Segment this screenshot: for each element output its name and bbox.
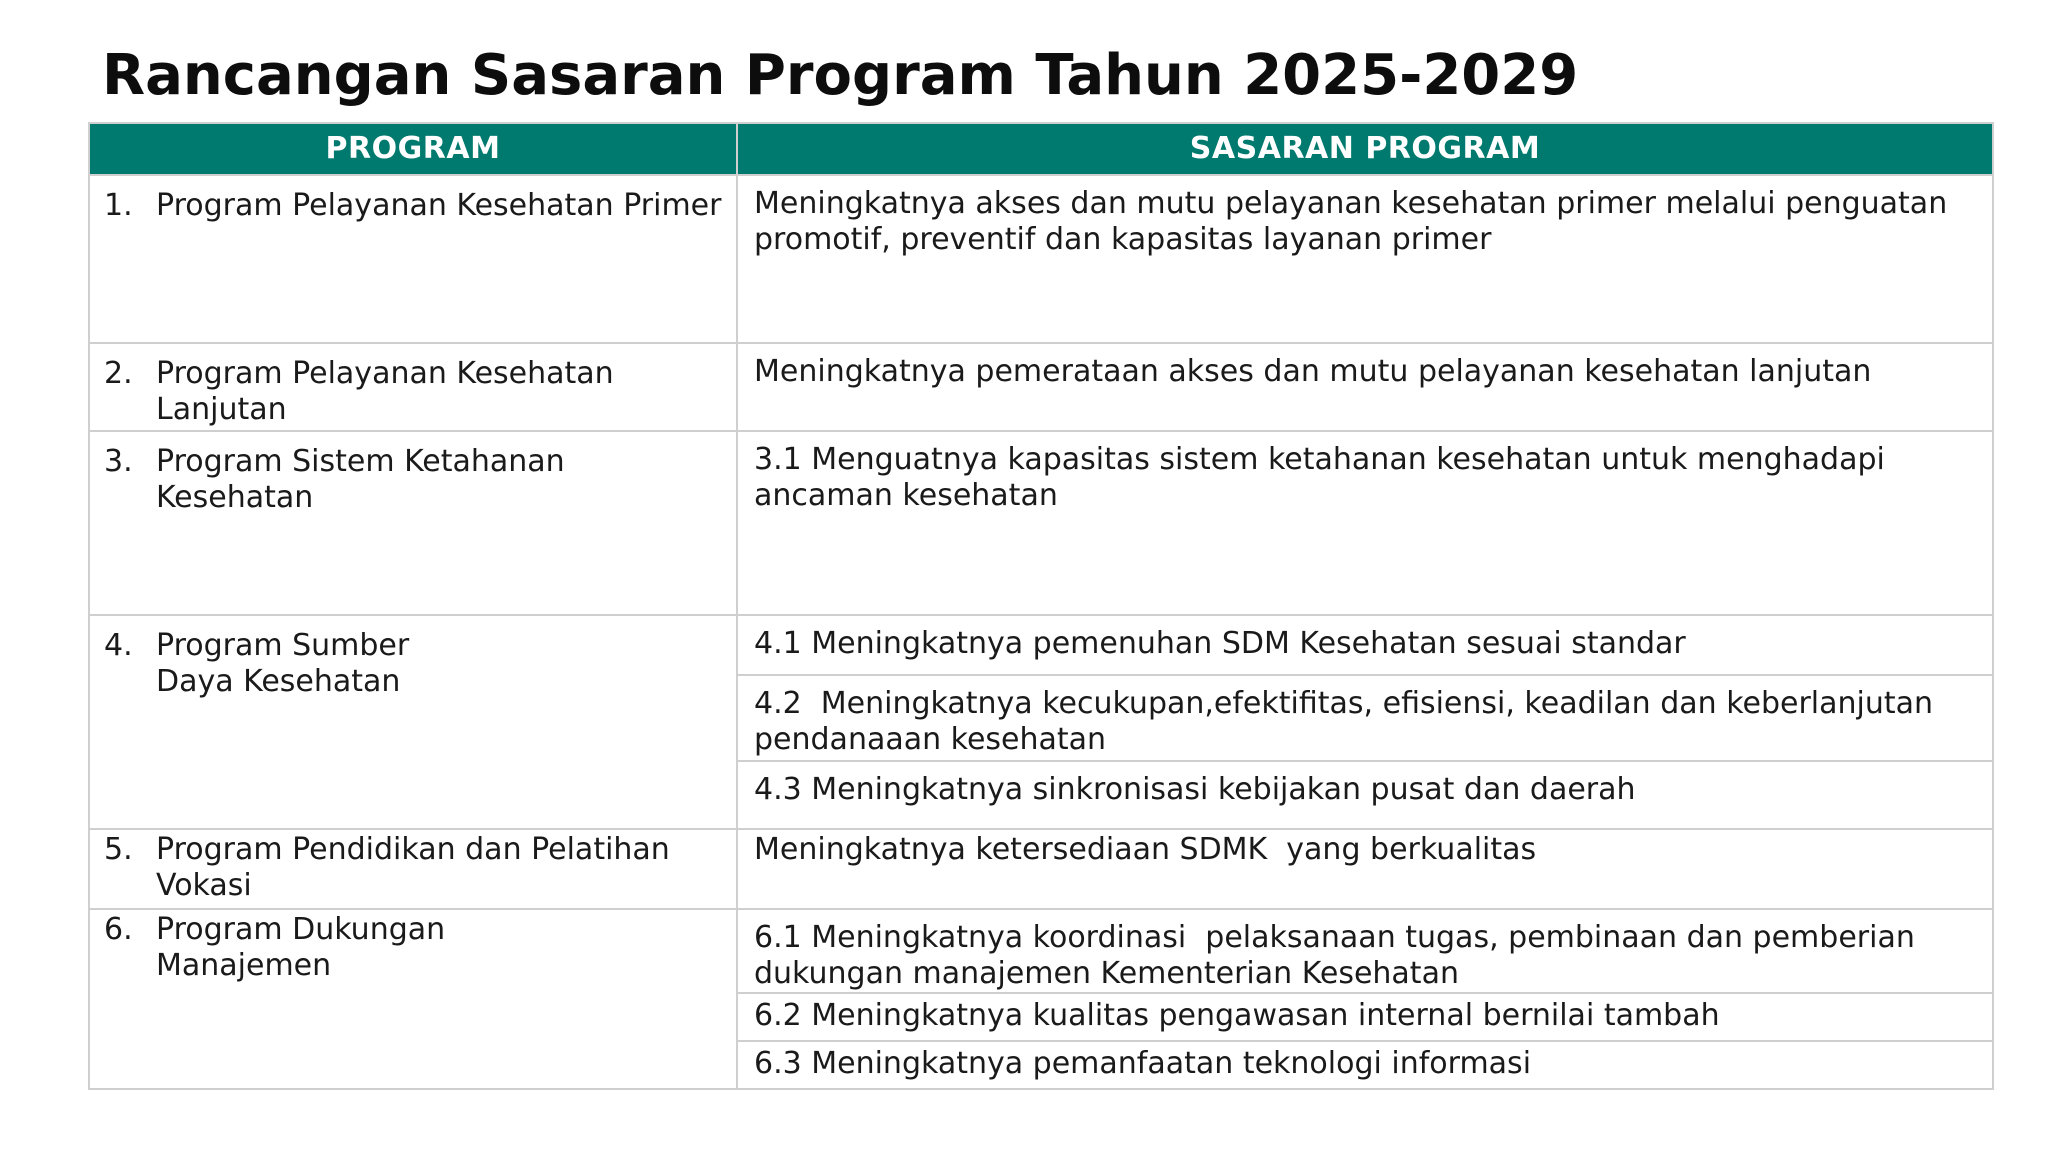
sasaran-cell: 4.2 Meningkatnya kecukupan,efektifitas, efisiensi, keadilan dan keberlanjutan pendanaaan kesehatan	[737, 675, 1993, 761]
table-row	[89, 909, 1993, 993]
program-number: 6.	[104, 912, 133, 947]
table-row	[89, 175, 1993, 343]
program-label: Program Pelayanan Kesehatan Primer	[156, 188, 722, 223]
program-cell	[89, 909, 737, 1089]
table-row	[89, 343, 1993, 431]
table-row	[89, 615, 1993, 675]
table-row	[89, 431, 1993, 615]
program-cell	[89, 343, 737, 431]
program-number: 3.	[104, 444, 133, 479]
program-cell	[89, 175, 737, 343]
program-cell	[89, 829, 737, 909]
header-program: PROGRAM	[89, 123, 737, 175]
sasaran-cell: 6.1 Meningkatnya koordinasi pelaksanaan tugas, pembinaan dan pemberian dukungan manajemen Kementerian Kesehatan	[737, 909, 1993, 993]
sasaran-cell: 6.2 Meningkatnya kualitas pengawasan internal bernilai tambah	[737, 993, 1993, 1041]
program-number: 5.	[104, 832, 133, 867]
header-sasaran-program: SASARAN PROGRAM	[737, 123, 1993, 175]
program-number: 1.	[104, 188, 133, 223]
table-row	[89, 829, 1993, 909]
sasaran-cell: Meningkatnya akses dan mutu pelayanan kesehatan primer melalui penguatan promotif, preventif dan kapasitas layanan primer	[737, 175, 1993, 343]
sasaran-cell: 4.3 Meningkatnya sinkronisasi kebijakan pusat dan daerah	[737, 761, 1993, 829]
program-label: Program Sistem Ketahanan Kesehatan	[156, 444, 565, 515]
sasaran-cell: 3.1 Menguatnya kapasitas sistem ketahanan kesehatan untuk menghadapi ancaman kesehatan	[737, 431, 1993, 615]
program-cell	[89, 615, 737, 829]
sasaran-cell: 4.1 Meningkatnya pemenuhan SDM Kesehatan sesuai standar	[737, 615, 1993, 675]
table-header-row	[89, 123, 1993, 175]
program-label: Program Pelayanan Kesehatan Lanjutan	[156, 356, 614, 427]
program-label: Program Dukungan Manajemen	[156, 912, 446, 983]
sasaran-cell: Meningkatnya ketersediaan SDMK yang berkualitas	[737, 829, 1993, 909]
program-number: 4.	[104, 628, 133, 663]
program-label: Program Pendidikan dan Pelatihan Vokasi	[156, 832, 670, 903]
sasaran-cell: Meningkatnya pemerataan akses dan mutu pelayanan kesehatan lanjutan	[737, 343, 1993, 431]
page-title: Rancangan Sasaran Program Tahun 2025-2029	[102, 43, 1579, 108]
program-table	[88, 122, 1994, 1090]
program-label: Program Sumber Daya Kesehatan	[156, 628, 410, 699]
program-cell	[89, 431, 737, 615]
program-number: 2.	[104, 356, 133, 391]
sasaran-cell: 6.3 Meningkatnya pemanfaatan teknologi informasi	[737, 1041, 1993, 1089]
